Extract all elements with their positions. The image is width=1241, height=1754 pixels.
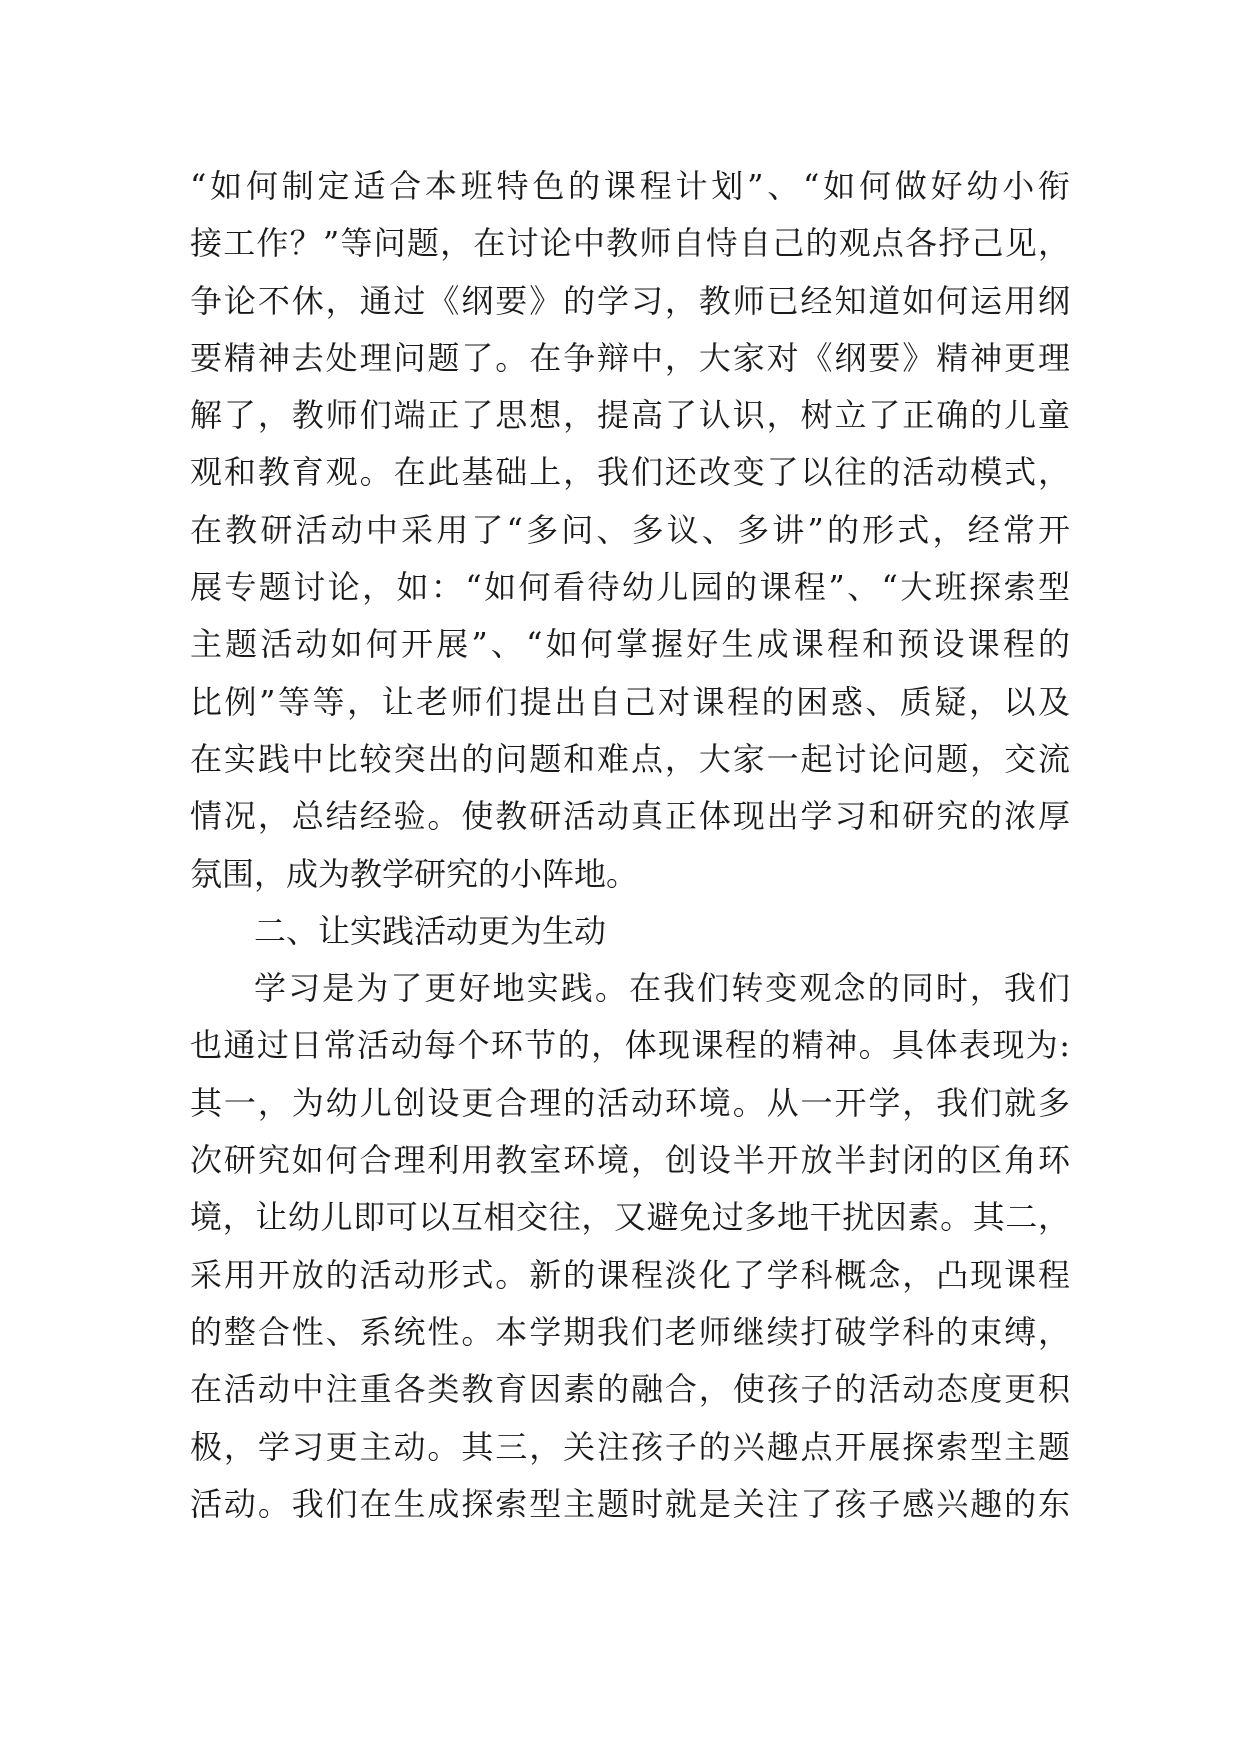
- document-body: [190, 158, 1070, 1533]
- text-line: 观和教育观。在此基础上，我们还改变了以往的活动模式，: [190, 453, 1070, 492]
- text-line: 氛围，成为教学研究的小阵地。: [190, 854, 639, 893]
- text-line: 境，让幼儿即可以互相交往，又避免过多地干扰因素。其二，: [190, 1198, 1070, 1237]
- text-line: 也通过日常活动每个环节的，体现课程的精神。具体表现为:: [190, 1026, 1070, 1065]
- text-line: 争论不休，通过《纲要》的学习，教师已经知道如何运用纲: [190, 281, 1070, 320]
- text-line: “如何制定适合本班特色的课程计划”、“如何做好幼小衔: [190, 167, 1070, 205]
- section-heading: 二、让实践活动更为生动: [254, 911, 607, 950]
- text-line: 的整合性、系统性。本学期我们老师继续打破学科的束缚，: [190, 1312, 1070, 1351]
- text-line: 要精神去处理问题了。在争辩中，大家对《纲要》精神更理: [190, 338, 1070, 377]
- text-line: 主题活动如何开展”、“如何掌握好生成课程和预设课程的: [190, 625, 1070, 664]
- text-line: 活动。我们在生成探索型主题时就是关注了孩子感兴趣的东: [190, 1484, 1070, 1523]
- text-line: 学习是为了更好地实践。在我们转变观念的同时，我们: [254, 969, 1070, 1008]
- text-line: 采用开放的活动形式。新的课程淡化了学科概念，凸现课程: [190, 1255, 1070, 1294]
- text-line: 在活动中注重各类教育因素的融合，使孩子的活动态度更积: [190, 1370, 1070, 1409]
- text-line: 情况，总结经验。使教研活动真正体现出学习和研究的浓厚: [190, 797, 1070, 836]
- text-line: 次研究如何合理利用教室环境，创设半开放半封闭的区角环: [190, 1141, 1070, 1180]
- text-line: 在教研活动中采用了“多问、多议、多讲”的形式，经常开: [190, 510, 1070, 549]
- text-line: 接工作？”等问题，在讨论中教师自恃自己的观点各抒己见，: [190, 224, 1070, 263]
- text-line: 其一，为幼儿创设更合理的活动环境。从一开学，我们就多: [190, 1083, 1070, 1122]
- text-line: 比例”等等，让老师们提出自己对课程的困惑、质疑，以及: [190, 682, 1070, 721]
- text-line: 解了，教师们端正了思想，提高了认识，树立了正确的儿童: [190, 396, 1070, 435]
- text-line: 展专题讨论，如：“如何看待幼儿园的课程”、“大班探索型: [190, 568, 1070, 607]
- text-line: 极，学习更主动。其三，关注孩子的兴趣点开展探索型主题: [190, 1427, 1070, 1466]
- text-line: 在实践中比较突出的问题和难点，大家一起讨论问题，交流: [190, 739, 1070, 778]
